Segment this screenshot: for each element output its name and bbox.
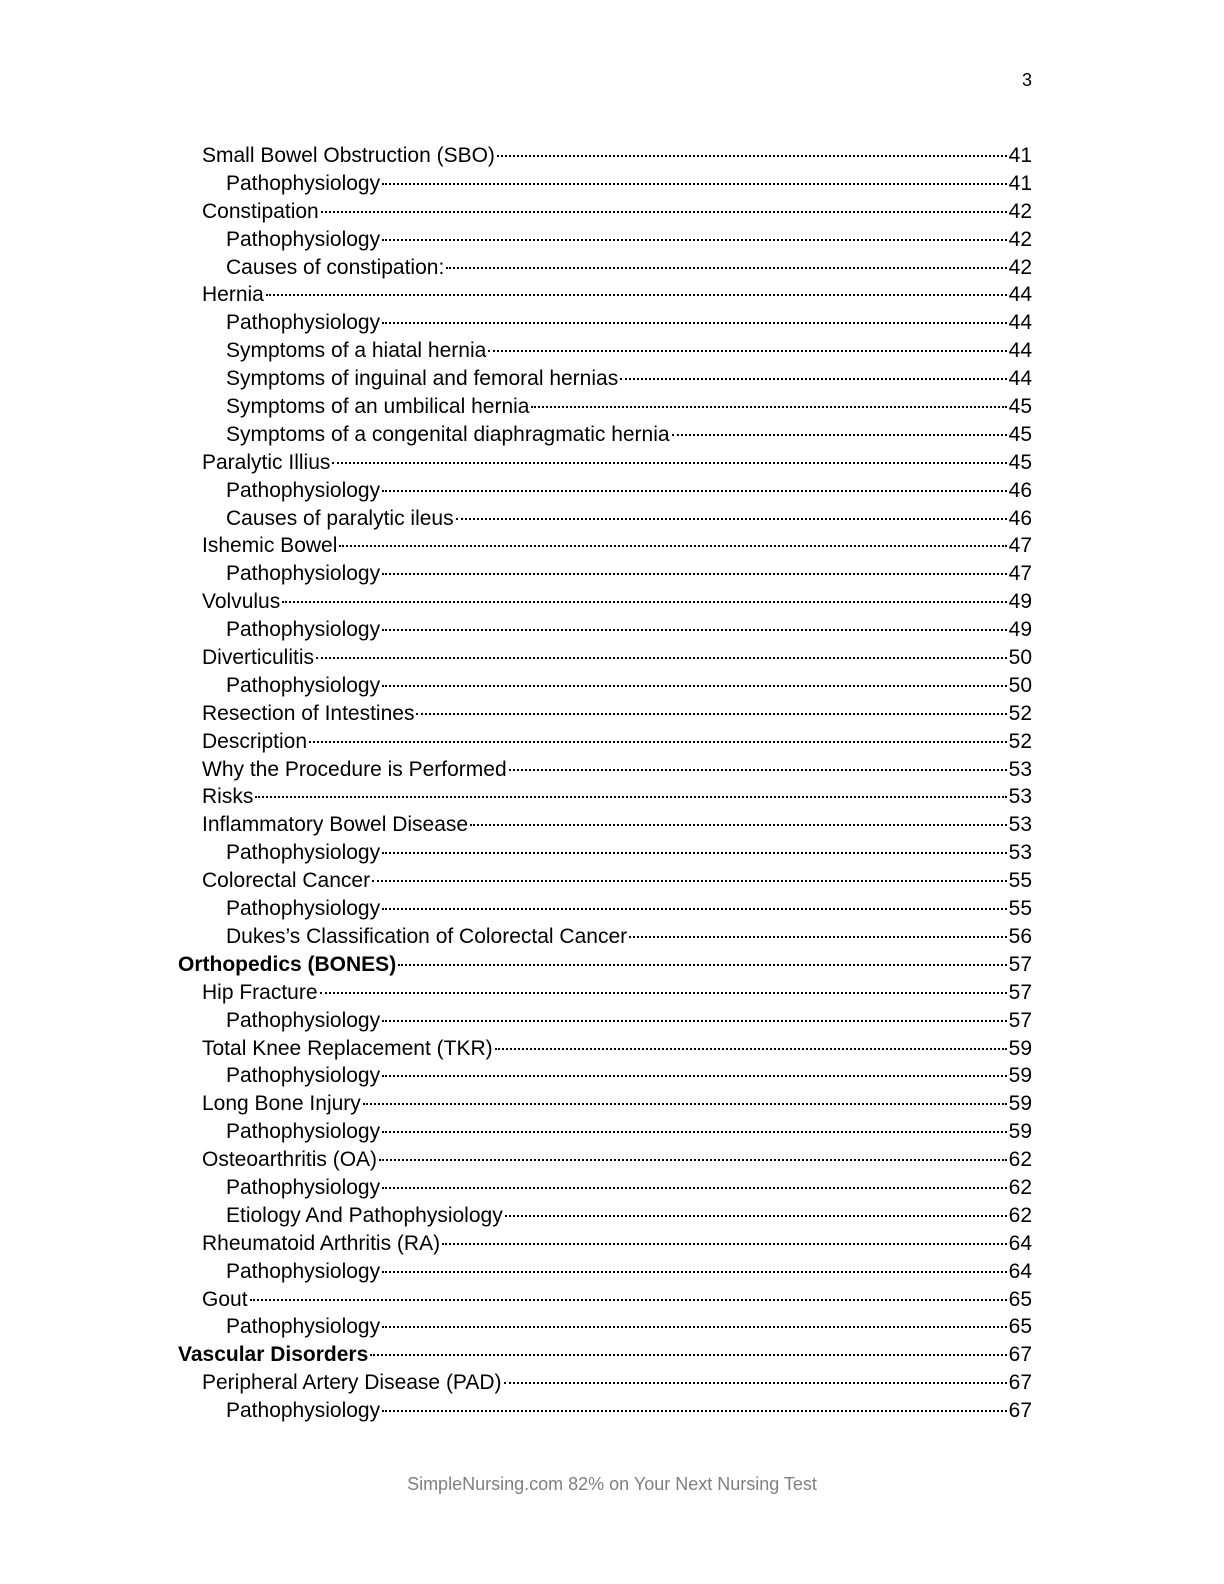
toc-entry-page-number: 42 [1008, 227, 1032, 251]
toc-dot-leader [282, 601, 1006, 603]
toc-entry-title: Causes of paralytic ileus [226, 506, 454, 530]
toc-section-heading[interactable] [178, 951, 1032, 979]
toc-entry-title: Gout [202, 1287, 248, 1311]
toc-entry-page-number: 53 [1008, 813, 1032, 837]
toc-entry-title: Hip Fracture [202, 980, 318, 1004]
toc-entry-title: Symptoms of a congenital diaphragmatic hernia [226, 422, 670, 446]
toc-section-heading[interactable] [178, 1341, 1032, 1369]
toc-entry-page-number: 49 [1008, 618, 1032, 642]
toc-dot-leader [382, 629, 1007, 631]
toc-dot-leader [382, 322, 1007, 324]
toc-dot-leader [370, 1354, 1006, 1356]
toc-dot-leader [309, 741, 1007, 743]
toc-entry[interactable] [178, 281, 1032, 309]
toc-entry[interactable] [178, 393, 1032, 421]
toc-entry-title: Pathophysiology [226, 1008, 381, 1032]
toc-entry-title: Symptoms of an umbilical hernia [226, 395, 530, 419]
toc-dot-leader [531, 406, 1006, 408]
toc-dot-leader [446, 267, 1006, 269]
toc-entry[interactable] [178, 532, 1032, 560]
toc-entry-title: Pathophysiology [226, 841, 381, 865]
toc-entry-page-number: 44 [1008, 311, 1032, 335]
toc-entry-title: Pathophysiology [226, 1315, 381, 1339]
toc-entry-page-number: 44 [1008, 283, 1032, 307]
toc-entry[interactable] [178, 1202, 1032, 1230]
toc-entry-page-number: 59 [1008, 1120, 1032, 1144]
toc-entry-title: Osteoarthritis (OA) [202, 1148, 378, 1172]
toc-entry[interactable] [178, 1258, 1032, 1286]
toc-entry-title: Description [202, 729, 308, 753]
toc-entry[interactable] [178, 1035, 1032, 1063]
toc-entry-title: Pathophysiology [226, 1259, 381, 1283]
toc-dot-leader [379, 1159, 1007, 1161]
toc-entry-page-number: 55 [1008, 869, 1032, 893]
toc-dot-leader [509, 769, 1007, 771]
toc-entry-title: Small Bowel Obstruction (SBO) [202, 144, 495, 167]
toc-entry-page-number: 67 [1008, 1371, 1032, 1395]
toc-entry[interactable] [178, 1146, 1032, 1174]
toc-dot-leader [456, 518, 1007, 520]
table-of-contents [178, 142, 1032, 1425]
toc-entry[interactable] [178, 1369, 1032, 1397]
footer-text: SimpleNursing.com 82% on Your Next Nursing Test [407, 1474, 817, 1494]
toc-entry-page-number: 47 [1008, 534, 1032, 558]
toc-entry[interactable] [178, 1118, 1032, 1146]
toc-entry-title: Peripheral Artery Disease (PAD) [202, 1371, 502, 1395]
toc-entry[interactable] [178, 1007, 1032, 1035]
toc-dot-leader [495, 1048, 1007, 1050]
toc-dot-leader [321, 211, 1007, 213]
toc-entry-title: Pathophysiology [226, 311, 381, 335]
toc-entry-page-number: 65 [1008, 1315, 1032, 1339]
toc-dot-leader [382, 1187, 1007, 1189]
toc-entry-page-number: 45 [1008, 395, 1032, 419]
toc-entry-page-number: 64 [1008, 1231, 1032, 1255]
toc-entry[interactable] [178, 839, 1032, 867]
toc-entry-title: Volvulus [202, 590, 281, 614]
toc-dot-leader [316, 657, 1007, 659]
toc-entry-title: Pathophysiology [226, 562, 381, 586]
toc-entry-title: Colorectal Cancer [202, 869, 371, 893]
toc-entry[interactable] [178, 560, 1032, 588]
toc-entry[interactable] [178, 1313, 1032, 1341]
toc-entry-title: Pathophysiology [226, 897, 381, 921]
toc-entry[interactable] [178, 1230, 1032, 1258]
toc-entry-page-number: 53 [1008, 785, 1032, 809]
toc-entry[interactable] [178, 142, 1032, 170]
toc-entry[interactable] [178, 616, 1032, 644]
toc-entry[interactable] [178, 1397, 1032, 1425]
toc-entry-page-number: 59 [1008, 1064, 1032, 1088]
toc-entry-title: Inflammatory Bowel Disease [202, 813, 469, 837]
toc-entry[interactable] [178, 226, 1032, 254]
toc-dot-leader [382, 1410, 1007, 1412]
toc-entry-page-number: 46 [1008, 478, 1032, 502]
toc-entry-page-number: 62 [1008, 1203, 1032, 1227]
toc-entry-page-number: 42 [1008, 199, 1032, 223]
toc-entry[interactable] [178, 672, 1032, 700]
toc-entry-title: Pathophysiology [226, 673, 381, 697]
toc-dot-leader [320, 992, 1007, 994]
toc-entry-page-number: 45 [1008, 450, 1032, 474]
toc-entry-page-number: 55 [1008, 897, 1032, 921]
toc-dot-leader [398, 964, 1006, 966]
toc-entry[interactable] [178, 728, 1032, 756]
toc-entry-title: Pathophysiology [226, 227, 381, 251]
toc-entry-title: Symptoms of a hiatal hernia [226, 339, 487, 363]
toc-entry[interactable] [178, 979, 1032, 1007]
toc-entry-title: Constipation [202, 199, 319, 223]
toc-dot-leader [382, 239, 1007, 241]
toc-entry-page-number: 65 [1008, 1287, 1032, 1311]
toc-entry-title: Ishemic Bowel [202, 534, 338, 558]
toc-entry-title: Pathophysiology [226, 478, 381, 502]
toc-dot-leader [382, 1131, 1007, 1133]
toc-entry-title: Resection of Intestines [202, 701, 415, 725]
toc-entry-title: Total Knee Replacement (TKR) [202, 1036, 493, 1060]
toc-entry[interactable] [178, 644, 1032, 672]
toc-dot-leader [382, 573, 1007, 575]
toc-entry-page-number: 57 [1008, 952, 1032, 976]
toc-entry-page-number: 52 [1008, 729, 1032, 753]
toc-entry-title: Dukes’s Classification of Colorectal Cancer [226, 924, 628, 948]
toc-entry[interactable] [178, 923, 1032, 951]
toc-entry[interactable] [178, 1174, 1032, 1202]
toc-entry-page-number: 64 [1008, 1259, 1032, 1283]
toc-entry-page-number: 46 [1008, 506, 1032, 530]
toc-dot-leader [416, 713, 1006, 715]
toc-entry[interactable] [178, 170, 1032, 198]
toc-entry-page-number: 47 [1008, 562, 1032, 586]
toc-entry-title: Pathophysiology [226, 171, 381, 195]
toc-entry[interactable] [178, 477, 1032, 505]
toc-entry[interactable] [178, 198, 1032, 226]
toc-entry-page-number: 41 [1008, 171, 1032, 195]
toc-dot-leader [363, 1103, 1007, 1105]
toc-entry[interactable] [178, 700, 1032, 728]
toc-entry[interactable] [178, 588, 1032, 616]
toc-entry[interactable] [178, 505, 1032, 533]
toc-entry-title: Vascular Disorders [178, 1343, 369, 1367]
toc-entry-title: Why the Procedure is Performed [202, 757, 507, 781]
toc-entry-page-number: 59 [1008, 1036, 1032, 1060]
page-number: 3 [1022, 70, 1033, 90]
toc-dot-leader [672, 434, 1007, 436]
toc-entry[interactable] [178, 254, 1032, 282]
toc-entry-page-number: 42 [1008, 255, 1032, 279]
toc-entry-page-number: 44 [1008, 367, 1032, 391]
toc-entry-page-number: 57 [1008, 1008, 1032, 1032]
toc-dot-leader [382, 685, 1007, 687]
toc-entry[interactable] [178, 867, 1032, 895]
toc-entry-page-number: 52 [1008, 701, 1032, 725]
toc-entry-title: Causes of constipation: [226, 255, 445, 279]
toc-entry-title: Pathophysiology [226, 1175, 381, 1199]
toc-dot-leader [504, 1382, 1007, 1384]
toc-dot-leader [488, 350, 1006, 352]
toc-entry-page-number: 41 [1008, 144, 1032, 167]
toc-dot-leader [382, 183, 1007, 185]
toc-entry-title: Hernia [202, 283, 264, 307]
toc-entry-page-number: 50 [1008, 673, 1032, 697]
toc-entry-title: Risks [202, 785, 254, 809]
toc-dot-leader [250, 1299, 1007, 1301]
toc-entry[interactable] [178, 421, 1032, 449]
toc-entry-page-number: 56 [1008, 924, 1032, 948]
toc-entry-page-number: 44 [1008, 339, 1032, 363]
toc-entry[interactable] [178, 783, 1032, 811]
toc-dot-leader [442, 1243, 1007, 1245]
toc-entry-title: Orthopedics (BONES) [178, 952, 397, 976]
toc-entry-title: Paralytic Illius [202, 450, 331, 474]
toc-entry[interactable] [178, 309, 1032, 337]
toc-entry-page-number: 49 [1008, 590, 1032, 614]
toc-entry-page-number: 53 [1008, 841, 1032, 865]
toc-entry-page-number: 45 [1008, 422, 1032, 446]
toc-entry-title: Long Bone Injury [202, 1092, 361, 1116]
toc-entry-title: Pathophysiology [226, 1064, 381, 1088]
toc-entry-title: Rheumatoid Arthritis (RA) [202, 1231, 441, 1255]
toc-entry[interactable] [178, 1286, 1032, 1314]
toc-dot-leader [332, 462, 1006, 464]
toc-dot-leader [505, 1215, 1007, 1217]
toc-dot-leader [372, 880, 1007, 882]
toc-entry-page-number: 62 [1008, 1148, 1032, 1172]
toc-dot-leader [620, 378, 1006, 380]
toc-dot-leader [382, 1075, 1007, 1077]
toc-entry-page-number: 53 [1008, 757, 1032, 781]
toc-dot-leader [382, 490, 1007, 492]
toc-entry-title: Symptoms of inguinal and femoral hernias [226, 367, 619, 391]
toc-entry-title: Diverticulitis [202, 646, 315, 670]
toc-entry[interactable] [178, 811, 1032, 839]
toc-dot-leader [339, 545, 1006, 547]
toc-dot-leader [629, 936, 1007, 938]
toc-entry[interactable] [178, 756, 1032, 784]
toc-entry-page-number: 57 [1008, 980, 1032, 1004]
toc-entry-page-number: 50 [1008, 646, 1032, 670]
toc-entry-title: Pathophysiology [226, 1120, 381, 1144]
toc-entry-title: Etiology And Pathophysiology [226, 1203, 503, 1227]
toc-dot-leader [266, 294, 1007, 296]
toc-entry-title: Pathophysiology [226, 1399, 381, 1423]
toc-entry[interactable] [178, 449, 1032, 477]
toc-entry[interactable] [178, 337, 1032, 365]
toc-dot-leader [382, 1271, 1007, 1273]
toc-entry[interactable] [178, 895, 1032, 923]
toc-entry-page-number: 62 [1008, 1175, 1032, 1199]
toc-dot-leader [497, 155, 1007, 157]
toc-entry[interactable] [178, 365, 1032, 393]
toc-dot-leader [382, 1020, 1007, 1022]
toc-entry-page-number: 67 [1008, 1343, 1032, 1367]
toc-entry[interactable] [178, 1062, 1032, 1090]
toc-entry-page-number: 67 [1008, 1399, 1032, 1423]
toc-dot-leader [470, 824, 1007, 826]
toc-entry-page-number: 59 [1008, 1092, 1032, 1116]
toc-entry-title: Pathophysiology [226, 618, 381, 642]
toc-dot-leader [382, 908, 1007, 910]
toc-dot-leader [255, 796, 1006, 798]
toc-dot-leader [382, 1326, 1007, 1328]
toc-dot-leader [382, 852, 1007, 854]
toc-entry[interactable] [178, 1090, 1032, 1118]
